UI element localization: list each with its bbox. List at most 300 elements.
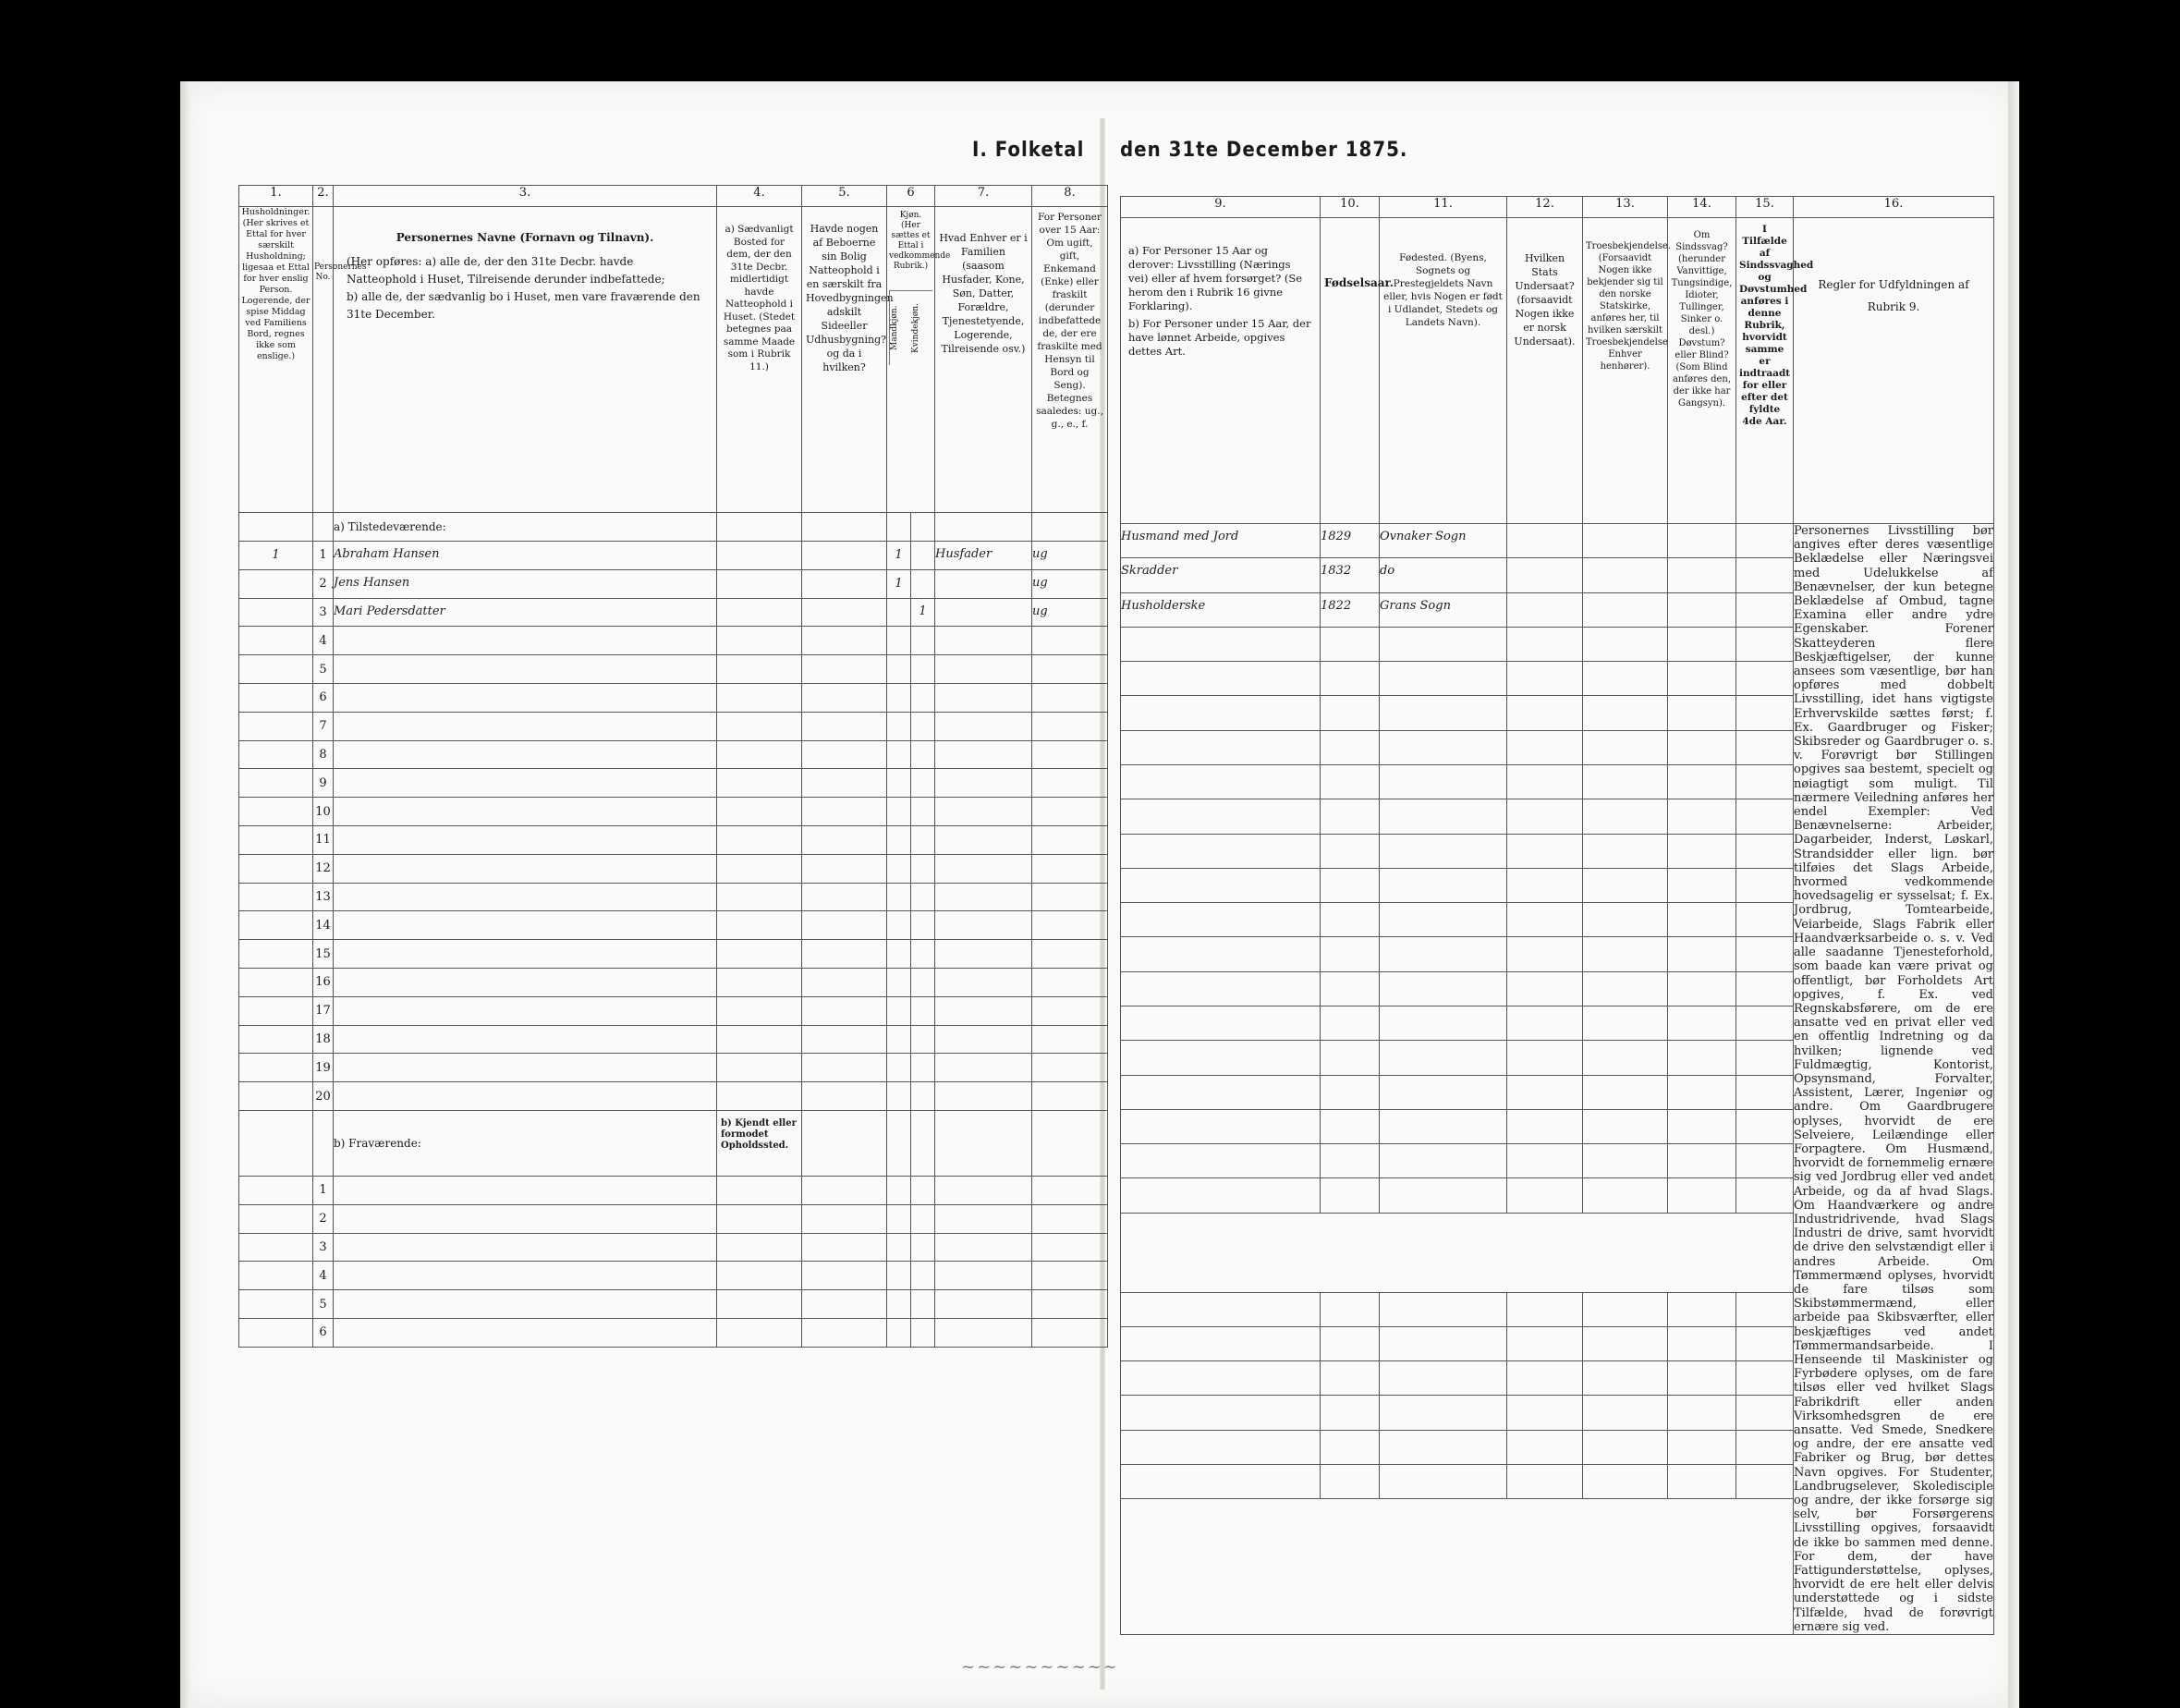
occupation-cell [1121, 730, 1321, 764]
occupation-cell [1121, 799, 1321, 834]
empty-cell [1736, 1178, 1794, 1213]
occupation-cell [1121, 971, 1321, 1006]
empty-cell [1380, 1326, 1507, 1360]
empty-cell [1668, 1041, 1736, 1075]
empty-cell [1736, 1109, 1794, 1143]
empty-cell [1507, 1361, 1583, 1396]
empty-cell [1380, 1396, 1507, 1430]
empty-cell [1507, 834, 1583, 868]
empty-cell [911, 1233, 935, 1262]
male-cell [887, 712, 911, 740]
marital-status-cell [1032, 712, 1108, 740]
empty-cell [334, 1262, 717, 1290]
header-marital-status: For Personer over 15 Aar: Om ugift, gift, Enkemand (Enke) eller fraskilt (derunder indbefattede de, der ere fraskilte med Hensyn til Bord og Seng). Betegnes saaledes: ug., g., e., f. [1032, 207, 1108, 513]
family-role-cell [935, 683, 1032, 712]
empty-cell [1668, 764, 1736, 799]
empty-cell [334, 1176, 717, 1204]
empty-cell [1668, 903, 1736, 937]
table-row [239, 769, 1108, 798]
usual-residence-cell [717, 740, 802, 769]
empty-cell [1736, 558, 1794, 592]
empty-cell [1736, 1326, 1794, 1360]
empty-cell [1583, 1006, 1668, 1040]
col-number: 3. [334, 186, 717, 207]
household-cell [239, 1054, 313, 1082]
empty-cell [887, 1290, 911, 1319]
family-role-cell [935, 1054, 1032, 1082]
birth-year-cell [1321, 1075, 1380, 1109]
marital-status-cell [1032, 1082, 1108, 1111]
family-role-cell [935, 940, 1032, 969]
header-onset: I Tilfælde af Sindssvaghed og Døvstumhed anføres i denne Rubrik, hvorvidt samme er indtraadt for eller efter det fyldte 4de Aar. [1736, 218, 1794, 524]
empty-cell [1736, 1041, 1794, 1075]
empty-cell [1736, 524, 1794, 558]
household-cell [239, 569, 313, 598]
empty-cell [1583, 937, 1668, 971]
family-role-cell [935, 740, 1032, 769]
right-page-edge [2008, 81, 2019, 1708]
person-number: 10 [313, 798, 334, 826]
female-cell [911, 996, 935, 1025]
marital-status-cell [1032, 940, 1108, 969]
usual-residence-cell [717, 911, 802, 940]
empty-cell [1668, 558, 1736, 592]
birthplace-cell [1380, 1006, 1507, 1040]
occupation-cell: Husholderske [1121, 592, 1321, 627]
birth-year-cell [1321, 903, 1380, 937]
header-birth-year: Fødselsaar. [1321, 218, 1380, 524]
birth-year-cell [1321, 1041, 1380, 1075]
outbuilding-cell [802, 798, 887, 826]
header-birthplace: Fødested. (Byens, Sognets og Prestegjeldets Navn eller, hvis Nogen er født i Udlandet, Stedets og Landets Navn). [1380, 218, 1507, 524]
col-number: 5. [802, 186, 887, 207]
empty-cell [1032, 1262, 1108, 1290]
table-row [239, 883, 1108, 911]
empty-cell [1668, 868, 1736, 902]
household-cell [239, 1262, 313, 1290]
female-cell [911, 1082, 935, 1111]
person-name: Mari Pedersdatter [334, 598, 717, 627]
empty-cell [1507, 1326, 1583, 1360]
male-cell [887, 627, 911, 655]
empty-cell [1583, 696, 1668, 730]
empty-cell [1736, 662, 1794, 696]
female-cell [911, 1025, 935, 1054]
outbuilding-cell [802, 569, 887, 598]
col-number: 10. [1321, 197, 1380, 218]
person-number: 5 [313, 1290, 334, 1319]
person-name [334, 627, 717, 655]
empty-cell [1668, 1109, 1736, 1143]
empty-cell [1321, 1396, 1380, 1430]
empty-cell [1668, 1326, 1736, 1360]
occupation-cell [1121, 696, 1321, 730]
birthplace-cell [1380, 627, 1507, 661]
male-cell [887, 1082, 911, 1111]
empty-cell [1668, 937, 1736, 971]
empty-cell [887, 1262, 911, 1290]
person-number: 18 [313, 1025, 334, 1054]
household-cell [239, 854, 313, 883]
birthplace-cell [1380, 903, 1507, 937]
occupation-cell: Husmand med Jord [1121, 524, 1321, 558]
empty-cell [1668, 1361, 1736, 1396]
empty-cell [334, 1233, 717, 1262]
empty-cell [1507, 696, 1583, 730]
spacer-row [1121, 1213, 1794, 1292]
empty-cell [717, 1204, 802, 1233]
household-cell [239, 883, 313, 911]
family-role-cell [935, 627, 1032, 655]
empty-cell [1736, 1075, 1794, 1109]
left-absent-rows [239, 1176, 1108, 1347]
empty-cell [1668, 1178, 1736, 1213]
birth-year-cell: 1832 [1321, 558, 1380, 592]
marital-status-cell [1032, 798, 1108, 826]
male-cell [887, 740, 911, 769]
empty-cell [935, 1233, 1032, 1262]
empty-cell [1736, 1465, 1794, 1499]
birthplace-cell: do [1380, 558, 1507, 592]
household-cell [239, 1082, 313, 1111]
marital-status-cell [1032, 825, 1108, 854]
usual-residence-cell [717, 683, 802, 712]
empty-cell [1321, 1361, 1380, 1396]
empty-cell [887, 1233, 911, 1262]
empty-cell [1668, 730, 1736, 764]
person-number: 5 [313, 655, 334, 684]
table-row [239, 1176, 1108, 1204]
occupation-cell [1121, 868, 1321, 902]
empty-cell [1668, 971, 1736, 1006]
birth-year-cell [1321, 937, 1380, 971]
outbuilding-cell [802, 598, 887, 627]
household-cell [239, 825, 313, 854]
occupation-cell [1121, 903, 1321, 937]
col-number: 15. [1736, 197, 1794, 218]
birthplace-cell [1380, 1144, 1507, 1178]
outbuilding-cell [802, 740, 887, 769]
household-cell [239, 996, 313, 1025]
person-name [334, 968, 717, 996]
header-sex [887, 207, 951, 513]
empty-cell [1507, 524, 1583, 558]
birthplace-cell [1380, 730, 1507, 764]
person-name [334, 712, 717, 740]
empty-cell [1121, 1326, 1321, 1360]
table-row [239, 1025, 1108, 1054]
empty-cell [935, 1318, 1032, 1347]
occupation-cell [1121, 1178, 1321, 1213]
empty-cell [802, 1262, 887, 1290]
person-name [334, 655, 717, 684]
empty-cell [1668, 696, 1736, 730]
empty-cell [1668, 1006, 1736, 1040]
female-cell [911, 825, 935, 854]
outbuilding-cell [802, 825, 887, 854]
usual-residence-cell [717, 712, 802, 740]
empty-cell [887, 1204, 911, 1233]
birth-year-cell [1321, 868, 1380, 902]
table-row [239, 1204, 1108, 1233]
table-row [239, 712, 1108, 740]
family-role-cell [935, 825, 1032, 854]
person-number: 8 [313, 740, 334, 769]
outbuilding-cell [802, 1025, 887, 1054]
empty-cell [1736, 696, 1794, 730]
empty-cell [1583, 903, 1668, 937]
male-cell [887, 598, 911, 627]
occupation-cell [1121, 662, 1321, 696]
form-title-right: den 31te December 1875. [1120, 139, 1408, 162]
birth-year-cell [1321, 662, 1380, 696]
household-cell [239, 940, 313, 969]
col-number: 13. [1583, 197, 1668, 218]
table-row [239, 968, 1108, 996]
empty-cell [935, 1204, 1032, 1233]
person-name [334, 740, 717, 769]
empty-cell [1736, 1292, 1794, 1326]
empty-cell [717, 1290, 802, 1319]
spacer-row [1121, 1499, 1794, 1635]
empty-cell [935, 1290, 1032, 1319]
empty-cell [911, 1290, 935, 1319]
header-rules: Regler for Udfyldningen af Rubrik 9. [1794, 218, 1994, 524]
birth-year-cell [1321, 627, 1380, 661]
person-name [334, 825, 717, 854]
marital-status-cell: ug [1032, 542, 1108, 570]
birthplace-cell [1380, 937, 1507, 971]
household-cell [239, 1318, 313, 1347]
male-cell [887, 996, 911, 1025]
empty-cell [1032, 1176, 1108, 1204]
empty-cell [1507, 1430, 1583, 1464]
header-family-role: Hvad Enhver er i Familien (saasom Husfader, Kone, Søn, Datter, Forældre, Tjenestetyende, Logerende, Tilreisende osv.) [935, 207, 1032, 513]
outbuilding-cell [802, 940, 887, 969]
empty-cell [1583, 1292, 1668, 1326]
table-row [239, 940, 1108, 969]
person-number: 12 [313, 854, 334, 883]
table-row [239, 854, 1108, 883]
header-male: Mandkjøn. [889, 291, 911, 365]
empty-cell [1668, 1292, 1736, 1326]
birthplace-cell [1380, 1041, 1507, 1075]
empty-cell [1736, 834, 1794, 868]
outbuilding-cell [802, 883, 887, 911]
bottom-mark: ~~~~~~~~~~ [961, 1657, 1119, 1677]
usual-residence-cell [717, 798, 802, 826]
person-number: 1 [313, 1176, 334, 1204]
empty-cell [1380, 1465, 1507, 1499]
family-role-cell [935, 569, 1032, 598]
empty-cell [717, 1318, 802, 1347]
marital-status-cell [1032, 883, 1108, 911]
marital-status-cell [1032, 911, 1108, 940]
col-number: 16. [1794, 197, 1994, 218]
header-names-a: (Her opføres: a) alle de, der den 31te Decbr. havde Natteophold i Huset, Tilreisende derunder indbefattede; [347, 255, 665, 286]
birthplace-cell [1380, 971, 1507, 1006]
female-cell: 1 [911, 598, 935, 627]
empty-cell [1032, 1204, 1108, 1233]
empty-cell [1583, 1178, 1668, 1213]
empty-cell [1668, 834, 1736, 868]
empty-cell [1583, 730, 1668, 764]
empty-cell [1583, 971, 1668, 1006]
table-row [239, 569, 1108, 598]
empty-cell [717, 1233, 802, 1262]
usual-residence-cell [717, 598, 802, 627]
occupation-cell: Skradder [1121, 558, 1321, 592]
male-cell: 1 [887, 569, 911, 598]
left-census-table [238, 185, 1108, 1348]
person-number: 16 [313, 968, 334, 996]
family-role-cell [935, 968, 1032, 996]
family-role-cell [935, 598, 1032, 627]
header-religion: Troesbekjendelse. (Forsaavidt Nogen ikke bekjender sig til den norske Statskirke, anføres her, til hvilken særskilt Troesbekjendelse Enhver henhører). [1583, 218, 1668, 524]
occupation-cell [1121, 1041, 1321, 1075]
empty-cell [1736, 1006, 1794, 1040]
male-cell: 1 [887, 542, 911, 570]
empty-cell [1032, 1318, 1108, 1347]
person-number: 19 [313, 1054, 334, 1082]
female-cell [911, 1054, 935, 1082]
empty-cell [1321, 1465, 1380, 1499]
empty-cell [1583, 1430, 1668, 1464]
empty-cell [1583, 627, 1668, 661]
empty-cell [1583, 592, 1668, 627]
male-cell [887, 854, 911, 883]
col-number: 11. [1380, 197, 1507, 218]
empty-cell [1668, 1075, 1736, 1109]
empty-cell [911, 1176, 935, 1204]
empty-cell [1507, 1144, 1583, 1178]
female-cell [911, 940, 935, 969]
usual-residence-cell [717, 627, 802, 655]
empty-cell [1321, 1292, 1380, 1326]
empty-cell [1736, 971, 1794, 1006]
absent-residence-header: b) Kjendt eller formodet Opholdssted. [717, 1110, 802, 1176]
female-cell [911, 911, 935, 940]
empty-cell [1121, 1465, 1321, 1499]
empty-cell [717, 1262, 802, 1290]
outbuilding-cell [802, 968, 887, 996]
empty-cell [1583, 1041, 1668, 1075]
empty-cell [1583, 799, 1668, 834]
usual-residence-cell [717, 825, 802, 854]
person-name: Abraham Hansen [334, 542, 717, 570]
empty-cell [334, 1290, 717, 1319]
birthplace-cell [1380, 662, 1507, 696]
person-name [334, 683, 717, 712]
occupation-cell [1121, 834, 1321, 868]
outbuilding-cell [802, 1054, 887, 1082]
birth-year-cell [1321, 1109, 1380, 1143]
person-number: 20 [313, 1082, 334, 1111]
empty-cell [1668, 1396, 1736, 1430]
table-row [239, 1082, 1108, 1111]
person-name [334, 911, 717, 940]
outbuilding-cell [802, 996, 887, 1025]
empty-cell [1507, 903, 1583, 937]
empty-cell [1507, 1465, 1583, 1499]
family-role-cell [935, 798, 1032, 826]
empty-cell [1668, 592, 1736, 627]
table-row [239, 683, 1108, 712]
empty-cell [1321, 1326, 1380, 1360]
occupation-cell [1121, 1006, 1321, 1040]
marital-status-cell: ug [1032, 569, 1108, 598]
household-cell [239, 1025, 313, 1054]
section-absent-label: b) Fraværende: [334, 1110, 717, 1176]
family-role-cell [935, 911, 1032, 940]
empty-cell [802, 1318, 887, 1347]
table-row [239, 825, 1108, 854]
marital-status-cell [1032, 769, 1108, 798]
outbuilding-cell [802, 683, 887, 712]
female-cell [911, 968, 935, 996]
birthplace-cell [1380, 1109, 1507, 1143]
family-role-cell [935, 1025, 1032, 1054]
household-cell [239, 627, 313, 655]
empty-cell [1380, 1292, 1507, 1326]
female-cell [911, 542, 935, 570]
col-number: 4. [717, 186, 802, 207]
col-number: 14. [1668, 197, 1736, 218]
right-census-table [1120, 196, 1994, 1635]
section-present-label: a) Tilstedeværende: [334, 513, 717, 542]
marital-status-cell [1032, 627, 1108, 655]
person-name [334, 769, 717, 798]
empty-cell [935, 1262, 1032, 1290]
person-number: 11 [313, 825, 334, 854]
empty-cell [1583, 834, 1668, 868]
outbuilding-cell [802, 542, 887, 570]
empty-cell [1736, 1430, 1794, 1464]
male-cell [887, 883, 911, 911]
person-name [334, 996, 717, 1025]
family-role-cell [935, 883, 1032, 911]
empty-cell [1736, 730, 1794, 764]
household-cell [239, 968, 313, 996]
usual-residence-cell [717, 655, 802, 684]
household-cell [239, 598, 313, 627]
empty-cell [1583, 868, 1668, 902]
col-number: 8. [1032, 186, 1108, 207]
empty-cell [1583, 1396, 1668, 1430]
empty-cell [1121, 1361, 1321, 1396]
person-number: 9 [313, 769, 334, 798]
usual-residence-cell [717, 968, 802, 996]
marital-status-cell [1032, 740, 1108, 769]
female-cell [911, 683, 935, 712]
col-number: 1. [239, 186, 313, 207]
empty-cell [1121, 1396, 1321, 1430]
person-number: 17 [313, 996, 334, 1025]
left-page-edge [180, 81, 191, 1708]
empty-cell [1507, 799, 1583, 834]
table-row [239, 1233, 1108, 1262]
header-occupation [1121, 218, 1321, 524]
male-cell [887, 1025, 911, 1054]
person-number: 1 [313, 542, 334, 570]
usual-residence-cell [717, 1054, 802, 1082]
outbuilding-cell [802, 854, 887, 883]
header-nationality: Hvilken Stats Undersaat? (forsaavidt Nogen ikke er norsk Undersaat). [1507, 218, 1583, 524]
birthplace-cell: Ovnaker Sogn [1380, 524, 1507, 558]
empty-cell [911, 1204, 935, 1233]
empty-cell [1736, 937, 1794, 971]
header-names-title: Personernes Navne (Fornavn og Tilnavn). [396, 231, 654, 244]
